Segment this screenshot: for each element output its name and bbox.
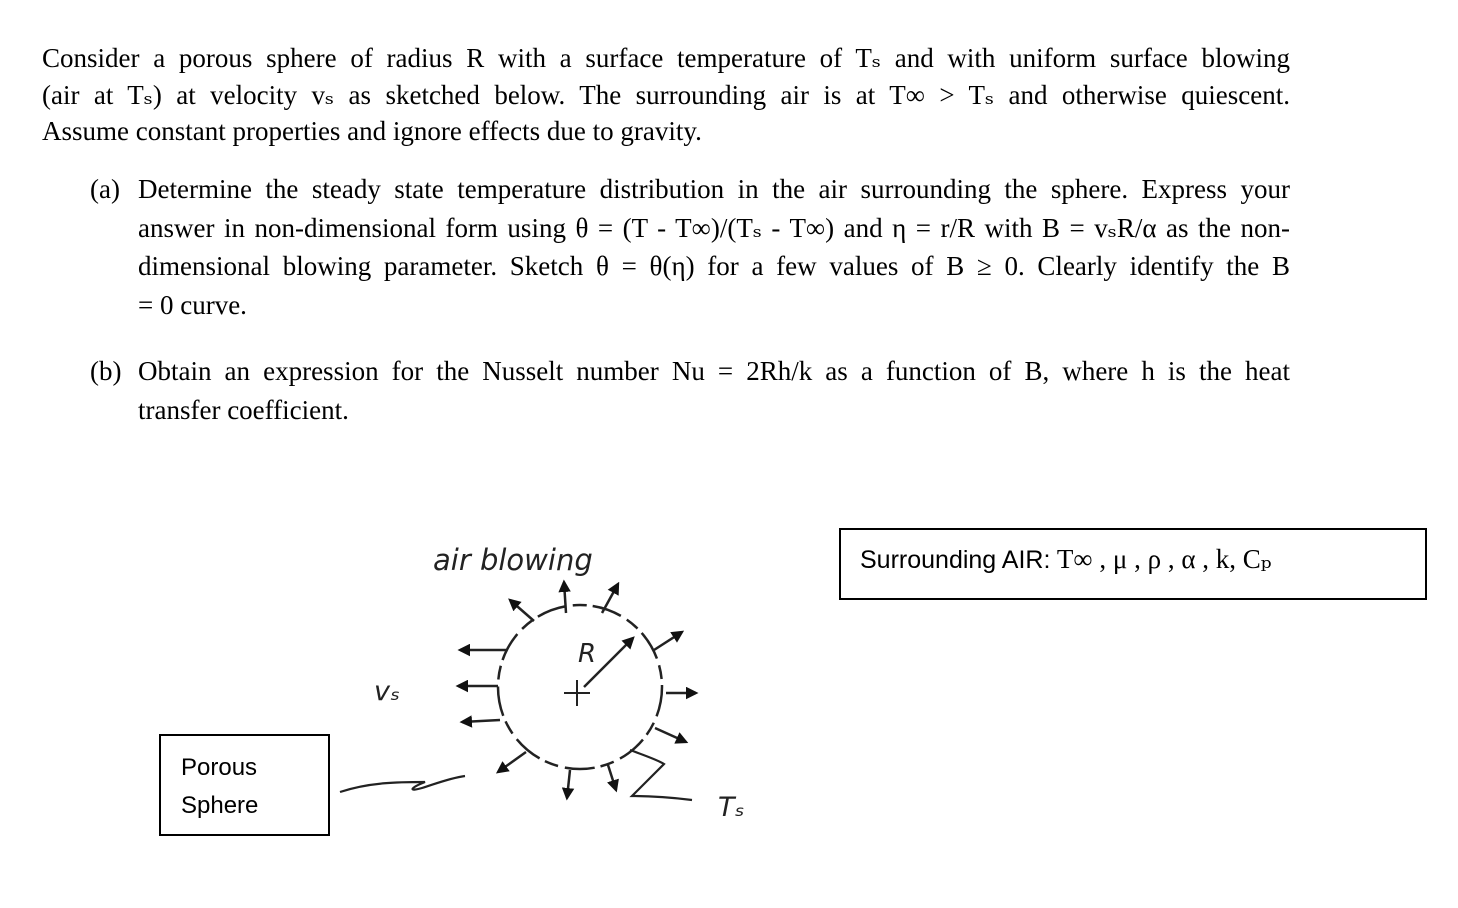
- surrounding-air-properties: T∞ , μ , ρ , α , k, Cₚ: [1056, 544, 1272, 574]
- part-a-line-3: dimensional blowing parameter. Sketch θ = θ(η) for a few values of B ≥ 0. Clearly identify the B: [138, 251, 1290, 281]
- part-b-label: (b): [90, 356, 122, 386]
- part-b-text: [138, 352, 1290, 429]
- intro-line-2: (air at Tₛ) at velocity vₛ as sketched below. The surrounding air is at T∞ > Tₛ and otherwise quiescent.: [42, 79, 1290, 110]
- intro-line-1: Consider a porous sphere of radius R with a surface temperature of Tₛ and with uniform surface blowing: [42, 43, 1290, 73]
- sketch-caption: air blowing: [433, 543, 593, 577]
- surrounding-air-box: [839, 528, 1427, 600]
- intro-line-3: Assume constant properties and ignore effects due to gravity.: [42, 116, 702, 146]
- part-a-line-4: = 0 curve.: [138, 289, 247, 320]
- porous-sphere-label-line-1: Porous: [181, 754, 258, 781]
- porous-sphere-sketch: [330, 520, 810, 830]
- part-b-line-1: Obtain an expression for the Nusselt number Nu = 2Rh/k as a function of B, where h is the heat: [138, 356, 1290, 386]
- part-a-line-1: Determine the steady state temperature distribution in the air surrounding the sphere. Express your: [138, 174, 1290, 204]
- surface-temperature-label: Tₛ: [718, 792, 745, 823]
- pointer-lines: [340, 750, 692, 800]
- porous-sphere-label-line-2: Sphere: [181, 792, 259, 819]
- radius-label: R: [578, 639, 597, 669]
- porous-sphere-box: [159, 734, 330, 836]
- sphere-circle: [498, 605, 662, 769]
- part-a-label: (a): [90, 174, 120, 204]
- surrounding-air-label: Surrounding AIR:: [860, 546, 1051, 574]
- velocity-label: vₛ: [374, 676, 401, 707]
- part-b-line-2: transfer coefficient.: [138, 394, 349, 425]
- problem-intro: [42, 40, 1290, 150]
- part-a-line-2: answer in non-dimensional form using θ = (T - T∞)/(Tₛ - T∞) and η = r/R with B = vₛR/α as the non-: [138, 212, 1290, 243]
- part-a-text: [138, 170, 1290, 324]
